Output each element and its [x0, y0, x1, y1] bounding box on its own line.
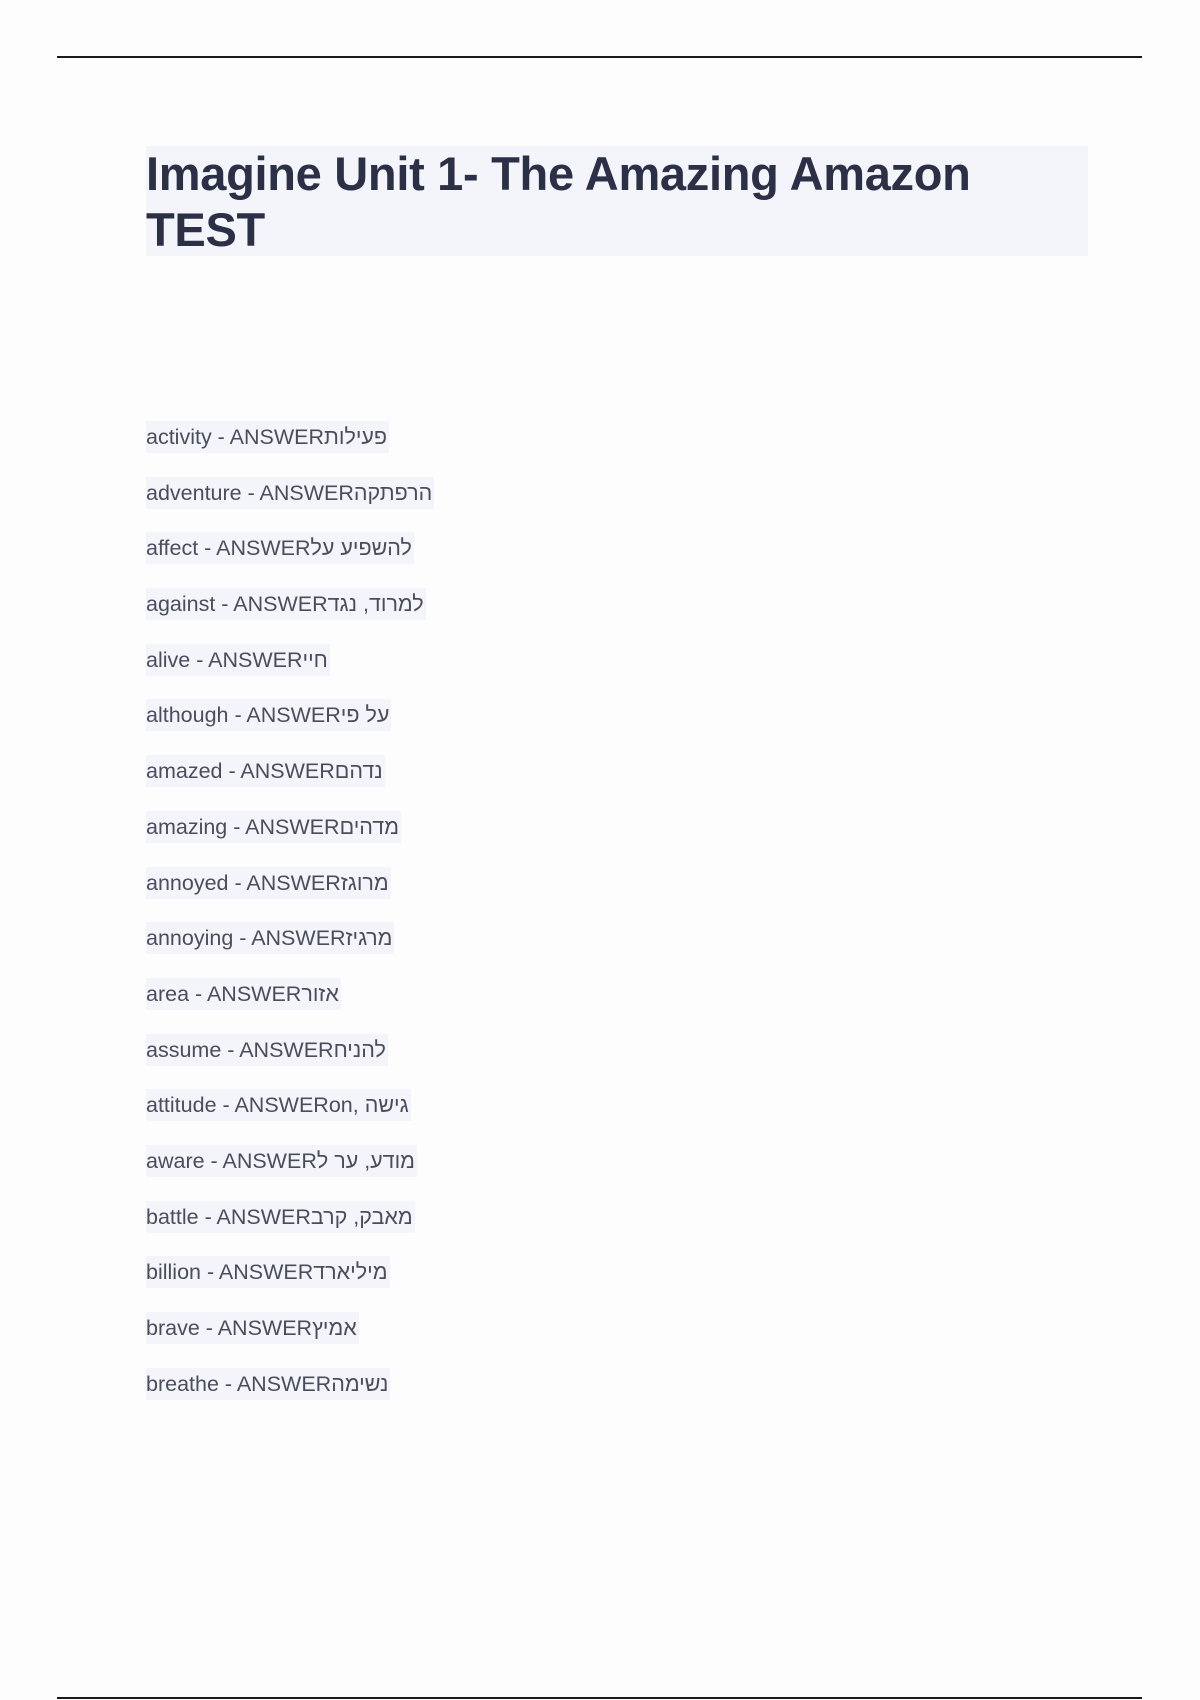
list-item	[146, 978, 434, 1034]
term-text: amazing - ANSWERמדהים	[146, 811, 401, 843]
list-item	[146, 1201, 434, 1257]
list-item	[146, 867, 434, 923]
term-text: battle - ANSWERמאבק, קרב	[146, 1201, 415, 1233]
list-item	[146, 922, 434, 978]
term-text: annoying - ANSWERמרגיז	[146, 922, 394, 954]
bottom-divider	[57, 1697, 1142, 1699]
list-item	[146, 477, 434, 533]
term-text: assume - ANSWERלהניח	[146, 1034, 388, 1066]
term-list	[146, 421, 434, 1423]
term-text: amazed - ANSWERנדהם	[146, 755, 385, 787]
list-item	[146, 755, 434, 811]
term-text: area - ANSWERאזור	[146, 978, 341, 1010]
term-text: although - ANSWERעל פי	[146, 699, 391, 731]
list-item	[146, 421, 434, 477]
term-text: annoyed - ANSWERמרוגז	[146, 867, 391, 899]
term-text: aware - ANSWERמודע, ער ל	[146, 1145, 417, 1177]
list-item	[146, 1312, 434, 1368]
term-text: activity - ANSWERפעילות	[146, 421, 389, 453]
list-item	[146, 1368, 434, 1424]
list-item	[146, 811, 434, 867]
list-item	[146, 1034, 434, 1090]
title-block	[146, 146, 1088, 256]
term-text: brave - ANSWERאמיץ	[146, 1312, 359, 1344]
term-text: adventure - ANSWERהרפתקה	[146, 477, 434, 509]
term-text: affect - ANSWERלהשפיע על	[146, 532, 414, 564]
term-text: alive - ANSWERחיי	[146, 644, 330, 676]
term-text: billion - ANSWERמיליארד	[146, 1256, 390, 1288]
list-item	[146, 699, 434, 755]
list-item	[146, 532, 434, 588]
list-item	[146, 1145, 434, 1201]
list-item	[146, 588, 434, 644]
list-item	[146, 1089, 434, 1145]
term-text: against - ANSWERלמרוד, נגד	[146, 588, 426, 620]
term-text: breathe - ANSWERנשימה	[146, 1368, 390, 1400]
term-text: attitude - ANSWERon, גישה	[146, 1089, 411, 1121]
list-item	[146, 644, 434, 700]
document-title: Imagine Unit 1- The Amazing Amazon TEST	[146, 147, 971, 256]
list-item	[146, 1256, 434, 1312]
top-divider	[57, 56, 1142, 58]
